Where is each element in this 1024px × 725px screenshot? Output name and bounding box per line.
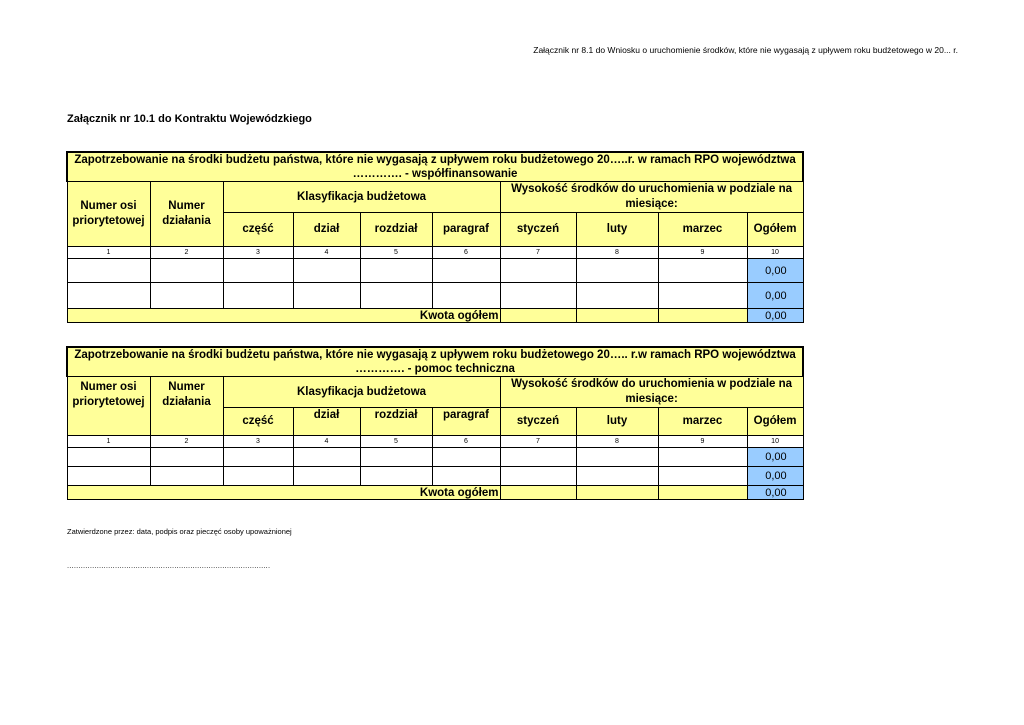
column-number: 9 xyxy=(658,247,747,259)
col-header-czesc: część xyxy=(223,408,293,436)
col-header-numer-dzialania: Numer działania xyxy=(150,182,223,247)
kwota-ogolem-value: 0,00 xyxy=(747,309,803,323)
table-row xyxy=(67,448,803,467)
col-header-paragraf: paragraf xyxy=(432,213,500,247)
signature-line[interactable]: ......................................................................................... xyxy=(67,561,271,570)
row-total: 0,00 xyxy=(747,448,803,467)
col-header-czesc: część xyxy=(223,213,293,247)
column-number: 3 xyxy=(223,436,293,448)
input-cell[interactable] xyxy=(293,283,360,309)
approved-by-text: Zatwierdzone przez: data, podpis oraz pieczęć osoby upoważnionej xyxy=(67,527,292,536)
column-number: 8 xyxy=(576,436,658,448)
kwota-cell xyxy=(576,309,658,323)
col-header-klasyfikacja: Klasyfikacja budżetowa xyxy=(223,182,500,213)
header-note: Załącznik nr 8.1 do Wniosku o uruchomienie środków, które nie wygasają z upływem roku budżetowego w 20... r. xyxy=(533,45,958,55)
kwota-cell xyxy=(500,309,576,323)
input-cell[interactable] xyxy=(67,448,150,467)
kwota-ogolem-label: Kwota ogółem xyxy=(67,309,500,323)
input-cell[interactable] xyxy=(150,283,223,309)
table-row xyxy=(67,259,803,283)
kwota-cell xyxy=(500,486,576,500)
column-number: 10 xyxy=(747,247,803,259)
col-header-styczen: styczeń xyxy=(500,213,576,247)
input-cell[interactable] xyxy=(576,259,658,283)
col-header-wysokosc: Wysokość środków do uruchomienia w podziale na miesiące: xyxy=(500,182,803,213)
row-total: 0,00 xyxy=(747,467,803,486)
input-cell[interactable] xyxy=(500,283,576,309)
attachment-title: Załącznik nr 10.1 do Kontraktu Wojewódzkiego xyxy=(67,113,312,125)
input-cell[interactable] xyxy=(150,259,223,283)
col-header-paragraf: paragraf xyxy=(432,408,500,436)
col-header-numer-osi: Numer osi priorytetowej xyxy=(67,182,150,247)
column-number: 6 xyxy=(432,247,500,259)
column-number: 1 xyxy=(67,247,150,259)
col-header-ogolem: Ogółem xyxy=(747,408,803,436)
input-cell[interactable] xyxy=(67,467,150,486)
col-header-dzial: dział xyxy=(293,213,360,247)
col-header-marzec: marzec xyxy=(658,408,747,436)
table-row xyxy=(67,283,803,309)
input-cell[interactable] xyxy=(500,467,576,486)
input-cell[interactable] xyxy=(223,467,293,486)
input-cell[interactable] xyxy=(67,283,150,309)
column-number: 2 xyxy=(150,436,223,448)
input-cell[interactable] xyxy=(150,467,223,486)
input-cell[interactable] xyxy=(293,467,360,486)
column-number: 3 xyxy=(223,247,293,259)
input-cell[interactable] xyxy=(658,467,747,486)
col-header-numer-dzialania: Numer działania xyxy=(150,377,223,436)
input-cell[interactable] xyxy=(658,283,747,309)
col-header-styczen: styczeń xyxy=(500,408,576,436)
col-header-ogolem: Ogółem xyxy=(747,213,803,247)
budget-table-cofinancing xyxy=(66,151,804,323)
input-cell[interactable] xyxy=(223,448,293,467)
column-number: 7 xyxy=(500,436,576,448)
input-cell[interactable] xyxy=(576,283,658,309)
budget-table-technical-assistance xyxy=(66,346,804,500)
input-cell[interactable] xyxy=(67,259,150,283)
col-header-marzec: marzec xyxy=(658,213,747,247)
table-title: Zapotrzebowanie na środki budżetu państwa, które nie wygasają z upływem roku budżetowego 20….. r.w ramach RPO województwa …………. - pomoc techniczna xyxy=(67,347,803,377)
column-number: 7 xyxy=(500,247,576,259)
col-header-rozdzial: rozdział xyxy=(360,408,432,436)
input-cell[interactable] xyxy=(150,448,223,467)
column-number: 9 xyxy=(658,436,747,448)
input-cell[interactable] xyxy=(360,448,432,467)
kwota-ogolem-value: 0,00 xyxy=(747,486,803,500)
input-cell[interactable] xyxy=(360,283,432,309)
column-number: 10 xyxy=(747,436,803,448)
kwota-cell xyxy=(658,309,747,323)
column-number: 2 xyxy=(150,247,223,259)
kwota-cell xyxy=(576,486,658,500)
input-cell[interactable] xyxy=(432,448,500,467)
input-cell[interactable] xyxy=(432,467,500,486)
table-title: Zapotrzebowanie na środki budżetu państwa, które nie wygasają z upływem roku budżetowego 20…..r. w ramach RPO województwa …………. - współfinansowanie xyxy=(67,152,803,182)
column-number: 5 xyxy=(360,436,432,448)
column-number: 4 xyxy=(293,436,360,448)
input-cell[interactable] xyxy=(360,259,432,283)
input-cell[interactable] xyxy=(360,467,432,486)
input-cell[interactable] xyxy=(223,283,293,309)
input-cell[interactable] xyxy=(223,259,293,283)
col-header-dzial: dział xyxy=(293,408,360,436)
col-header-rozdzial: rozdział xyxy=(360,213,432,247)
col-header-klasyfikacja: Klasyfikacja budżetowa xyxy=(223,377,500,408)
column-number: 1 xyxy=(67,436,150,448)
input-cell[interactable] xyxy=(293,448,360,467)
col-header-numer-osi: Numer osi priorytetowej xyxy=(67,377,150,436)
column-number: 8 xyxy=(576,247,658,259)
kwota-ogolem-label: Kwota ogółem xyxy=(67,486,500,500)
table-row xyxy=(67,467,803,486)
col-header-luty: luty xyxy=(576,408,658,436)
col-header-wysokosc: Wysokość środków do uruchomienia w podziale na miesiące: xyxy=(500,377,803,408)
input-cell[interactable] xyxy=(576,467,658,486)
input-cell[interactable] xyxy=(432,283,500,309)
input-cell[interactable] xyxy=(658,448,747,467)
col-header-luty: luty xyxy=(576,213,658,247)
input-cell[interactable] xyxy=(432,259,500,283)
column-number: 4 xyxy=(293,247,360,259)
input-cell[interactable] xyxy=(576,448,658,467)
kwota-cell xyxy=(658,486,747,500)
input-cell[interactable] xyxy=(500,259,576,283)
column-number: 6 xyxy=(432,436,500,448)
input-cell[interactable] xyxy=(293,259,360,283)
input-cell[interactable] xyxy=(500,448,576,467)
row-total: 0,00 xyxy=(747,259,803,283)
row-total: 0,00 xyxy=(747,283,803,309)
input-cell[interactable] xyxy=(658,259,747,283)
column-number: 5 xyxy=(360,247,432,259)
